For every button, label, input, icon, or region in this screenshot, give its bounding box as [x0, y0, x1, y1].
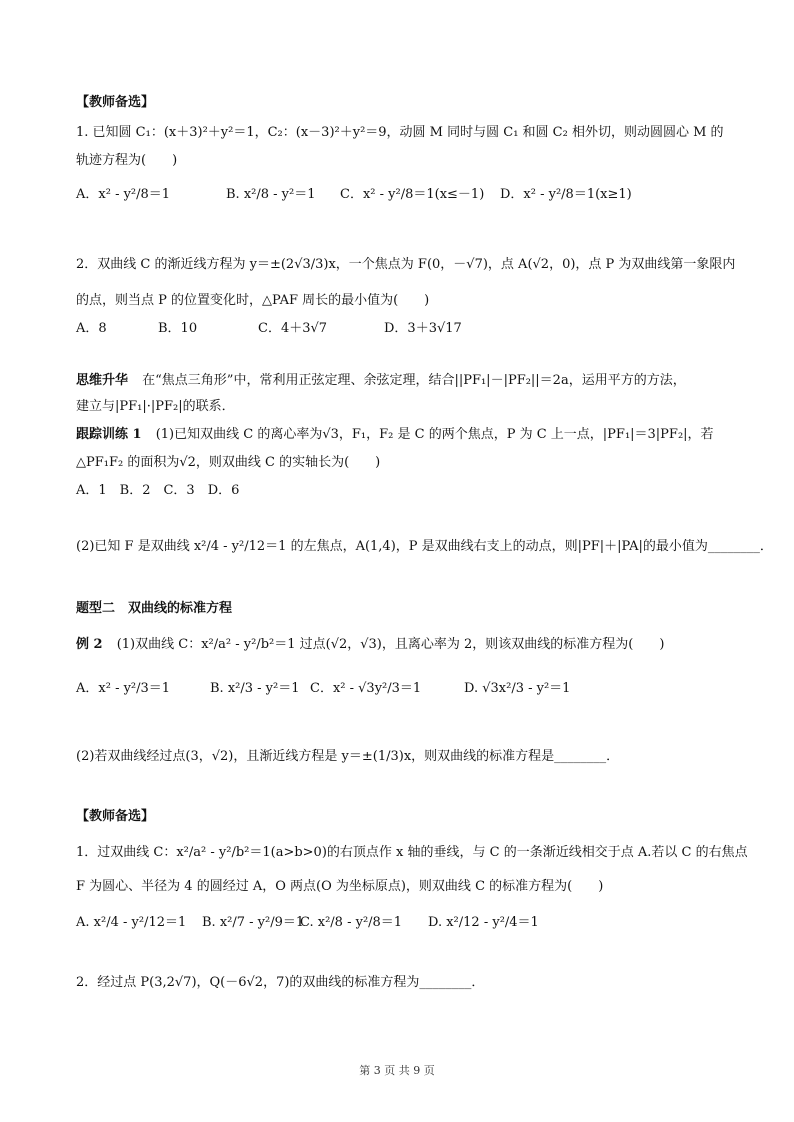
teacher-section-header-1: 【教师备选】	[76, 95, 155, 110]
track-line1	[76, 424, 724, 446]
track-text1: (1)已知双曲线 C 的离心率为√3，F₁，F₂ 是 C 的两个焦点，P 为 C 上一点，|PF₁|＝3|PF₂|，若	[155, 427, 714, 442]
tq1-line1: 1．过双曲线 C：x²/a² - y²/b²＝1(a>b>0)的右顶点作 x 轴的垂线，与 C 的一条渐近线相交于点 A.若以 C 的右焦点	[76, 845, 748, 860]
tq1-option-a: A. x²/4 - y²/12＝1	[76, 915, 187, 930]
tq2-line: 2．经过点 P(3,2√7)，Q(－6√2，7)的双曲线的标准方程为________．	[76, 975, 485, 990]
ex2-option-d: D. √3x²/3 - y²＝1	[464, 681, 571, 696]
tq1-option-b: B. x²/7 - y²/9＝1	[202, 915, 305, 930]
ex2-line	[76, 634, 724, 656]
track-options: A．1 B．2 C．3 D．6	[76, 483, 240, 498]
q1-option-c: C．x² - y²/8＝1(x≤－1)	[340, 187, 485, 202]
ex2-text: (1)双曲线 C：x²/a² - y²/b²＝1 过点(√2，√3)，且离心率为 2，则该双曲线的标准方程为( )	[116, 637, 665, 652]
ex2-label: 例 2	[76, 637, 103, 652]
q2-option-d: D．3＋3√17	[384, 321, 462, 336]
q2-option-c: C．4＋3√7	[258, 321, 328, 336]
tq1-option-c: C. x²/8 - y²/8＝1	[300, 915, 403, 930]
tq1-option-d: D. x²/12 - y²/4＝1	[428, 915, 539, 930]
siwei-line1	[76, 370, 724, 392]
q2-line2: 的点，则当点 P 的位置变化时，△PAF 周长的最小值为( )	[76, 293, 430, 308]
q1-option-b: B. x²/8 - y²＝1	[226, 187, 316, 202]
q2-line1: 2．双曲线 C 的渐近线方程为 y＝±(2√3/3)x，一个焦点为 F(0，－√7)，点 A(√2，0)，点 P 为双曲线第一象限内	[76, 257, 736, 272]
q1-option-a: A．x² - y²/8＝1	[76, 187, 171, 202]
ex2-2-line: (2)若双曲线经过点(3，√2)，且渐近线方程是 y＝±(1/3)x，则双曲线的标准方程是________．	[76, 749, 620, 764]
siwei-label: 思维升华	[76, 373, 129, 388]
type2-title: 题型二 双曲线的标准方程	[76, 601, 233, 616]
siwei-text2: 建立与|PF₁|·|PF₂|的联系．	[76, 399, 235, 414]
ex2-option-a: A．x² - y²/3＝1	[76, 681, 171, 696]
q2-option-b: B．10	[158, 321, 198, 336]
track-label: 跟踪训练 1	[76, 427, 142, 442]
q1-line1: 1. 已知圆 C₁：(x＋3)²＋y²＝1，C₂：(x－3)²＋y²＝9，动圆 M 同时与圆 C₁ 和圆 C₂ 相外切，则动圆圆心 M 的	[76, 125, 724, 140]
ex2-option-c: C．x² - √3y²/3＝1	[310, 681, 422, 696]
track-line2: △PF₁F₂ 的面积为√2，则双曲线 C 的实轴长为( )	[76, 455, 381, 470]
tq1-line2: F 为圆心、半径为 4 的圆经过 A，O 两点(O 为坐标原点)，则双曲线 C 的标准方程为( )	[76, 879, 604, 894]
q1-option-d: D．x² - y²/8＝1(x≥1)	[500, 187, 632, 202]
track2-line: (2)已知 F 是双曲线 x²/4 - y²/12＝1 的左焦点，A(1,4)，P 是双曲线右支上的动点，则|PF|＋|PA|的最小值为________．	[76, 539, 773, 554]
q2-option-a: A．8	[76, 321, 107, 336]
ex2-option-b: B. x²/3 - y²＝1	[210, 681, 300, 696]
page-footer: 第 3 页 共 9 页	[359, 1064, 435, 1077]
teacher-section-header-2: 【教师备选】	[76, 809, 155, 824]
siwei-text1: 在“焦点三角形”中，常利用正弦定理、余弦定理，结合||PF₁|－|PF₂||＝2a，运用平方的方法，	[142, 373, 686, 388]
q1-line2: 轨迹方程为( )	[76, 153, 178, 168]
